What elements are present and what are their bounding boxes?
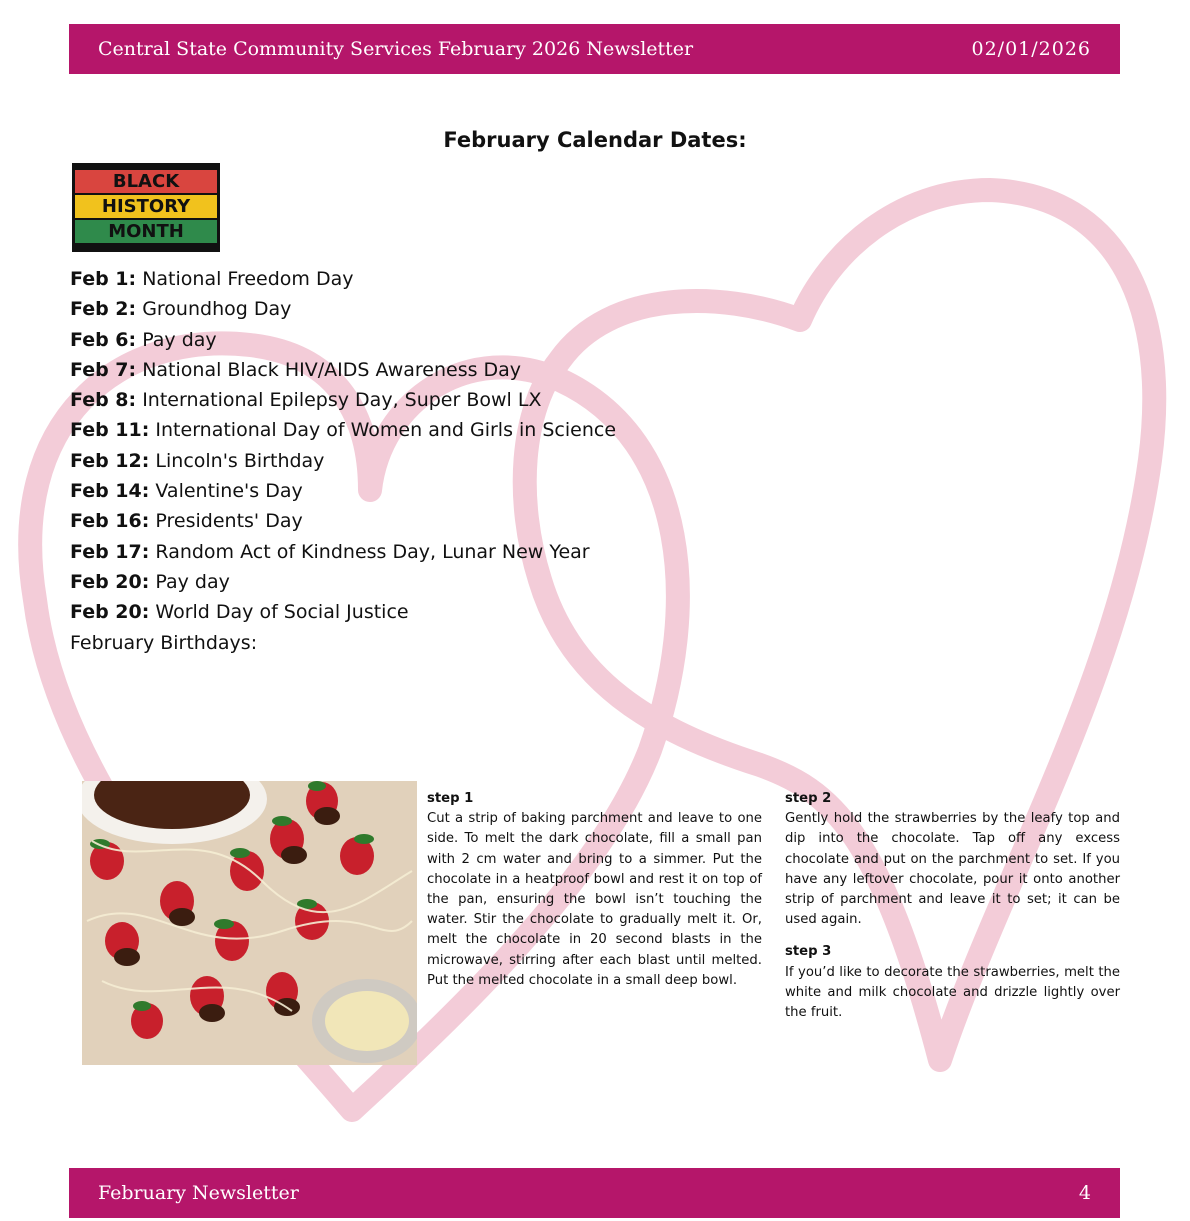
logo-line-3: MONTH [108,221,184,242]
recipe-column-2 [785,789,1120,1023]
step-1-heading: step 1 [427,791,474,806]
step-2-heading: step 2 [785,791,832,806]
calendar-dates-list [70,264,616,658]
footer-title: February Newsletter [98,1182,299,1204]
list-item: Feb 20: World Day of Social Justice [70,601,409,624]
list-item: Feb 20: Pay day [70,570,230,593]
footer-bar [69,1168,1120,1218]
list-item: Feb 7: National Black HIV/AIDS Awareness Day [70,358,522,381]
list-item: Feb 14: Valentine's Day [70,480,303,503]
list-item: Feb 2: Groundhog Day [70,298,292,321]
step-3-text: If you’d like to decorate the strawberries, melt the white and milk chocolate and drizzle lightly over the fruit. [785,964,1120,1021]
step-1-text: Cut a strip of baking parchment and leave to one side. To melt the dark chocolate, fill a small pan with 2 cm water and bring to a simmer. Put the chocolate in a heatproof bowl and rest it on top of the pan, ensuring the bowl isn’t touching the water. Stir the chocolate to gradually melt it. Or, melt the chocolate in 20 second blasts in the microwave, stirring after each blast until melted. Put the melted chocolate in a small deep bowl. [427,811,762,988]
list-item: Feb 12: Lincoln's Birthday [70,449,325,472]
logo-line-2: HISTORY [101,196,191,217]
newsletter-title: Central State Community Services February 2026 Newsletter [98,38,694,60]
chocolate-strawberries-photo [82,781,417,1065]
list-item: Feb 16: Presidents' Day [70,510,303,533]
birthdays-label: February Birthdays: [70,631,258,654]
newsletter-date: 02/01/2026 [971,38,1091,60]
black-history-month-logo [72,163,220,252]
list-item: Feb 11: International Day of Women and Girls in Science [70,419,617,442]
logo-line-1: BLACK [112,171,180,192]
step-3-heading: step 3 [785,944,832,960]
page-number: 4 [1078,1182,1091,1204]
list-item: Feb 17: Random Act of Kindness Day, Lunar New Year [70,540,590,563]
header-bar [69,24,1120,74]
list-item: Feb 8: International Epilepsy Day, Super Bowl LX [70,389,542,412]
page-title: February Calendar Dates: [443,128,747,152]
list-item: Feb 6: Pay day [70,328,217,351]
step-2-text: Gently hold the strawberries by the leafy top and dip into the chocolate. Tap off any excess chocolate and put on the parchment to set. If you have any leftover chocolate, pour it onto another strip of parchment and leave it to set; it can be used again. [785,811,1120,928]
recipe-column-1 [427,789,762,991]
list-item: Feb 1: National Freedom Day [70,268,354,290]
